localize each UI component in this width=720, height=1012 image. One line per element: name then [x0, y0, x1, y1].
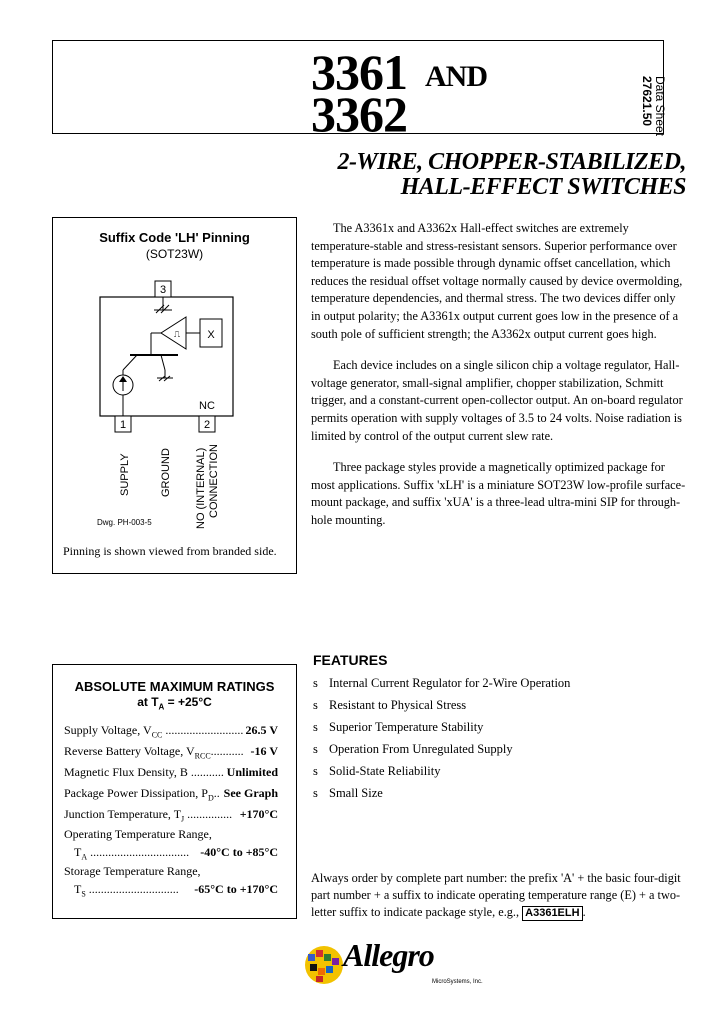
- allegro-subtitle: MicroSystems, Inc.: [432, 979, 483, 985]
- feature-item: s Internal Current Regulator for 2-Wire Operation: [313, 676, 571, 690]
- rating-row: Junction Temperature, $T_J$ ............... +170°C: [64, 807, 278, 824]
- pin-1-number: 1: [119, 419, 127, 431]
- allegro-logo-icon: [304, 944, 344, 986]
- pin-2-number: 2: [203, 419, 211, 431]
- allegro-wordmark: Allegro: [343, 937, 434, 973]
- pinning-subtitle: (SOT23W): [145, 247, 204, 261]
- example-part-number: A3361ELH: [522, 906, 582, 921]
- paragraph-3: Three package styles provide a magnetically optimized package for most applications. Suffix 'xLH' is a miniature SOT23W low-profile surface-mount package, and suffix 'xUA' is a three-lead ultra-mini SIP for through-hole mounting.: [311, 460, 686, 527]
- rating-row: Supply Voltage, $V_{CC}$ .......................... 26.5 V: [64, 723, 278, 740]
- pinning-box: [52, 217, 297, 574]
- and-word: AND: [425, 60, 487, 93]
- pinning-title: Suffix Code 'LH' Pinning: [99, 230, 250, 245]
- rating-row: $T_S$ .............................. -65°C to +170°C: [74, 882, 278, 899]
- nc-label: NC: [199, 400, 215, 412]
- nc-label-line2: CONNECTION: [208, 444, 220, 518]
- features-title: FEATURES: [313, 652, 388, 668]
- operating-temp-label: Operating Temperature Range,: [64, 827, 212, 841]
- rating-value: -40°C to +85°C: [200, 845, 278, 859]
- storage-temp-label: Storage Temperature Range,: [64, 864, 201, 878]
- package-outline: [100, 297, 233, 416]
- rating-row: $T_A$ ................................. -40°C to +85°C: [74, 845, 278, 862]
- ratings-title: ABSOLUTE MAXIMUM RATINGS: [74, 679, 275, 694]
- data-sheet-label: Data Sheet: [653, 76, 667, 137]
- rating-value: 26.5 V: [245, 723, 278, 737]
- ratings-subtitle: at $T_A = +25^\circ C$: [137, 695, 212, 712]
- paragraph-2: Each device includes on a single silicon chip a voltage regulator, Hall-voltage generator, small-signal amplifier, chopper stabilization, Schmitt trigger, and a constant-current open-collector output. An on-board regulator permits operation with supply voltages of 3.5 to 24 volts. Noise radiation is limited by control of the output current slew rate.: [311, 358, 683, 443]
- part-number-3362: 3362: [311, 86, 407, 142]
- rating-row: Magnetic Flux Density, B ........... Unlimited: [64, 765, 278, 779]
- pin-3-number: 3: [159, 284, 167, 296]
- subtitle-line-2: HALL-EFFECT SWITCHES: [400, 174, 686, 200]
- pinning-note: Pinning is shown viewed from branded side.: [63, 544, 277, 558]
- pinning-diagram: [53, 218, 296, 573]
- data-sheet-side-label: [622, 76, 666, 156]
- rating-value: -16 V: [250, 744, 278, 758]
- rating-value: See Graph: [223, 786, 278, 800]
- subtitle-line-1: 2-WIRE, CHOPPER-STABILIZED,: [337, 149, 686, 175]
- description-text: [311, 220, 686, 544]
- rating-row: Package Power Dissipation, $P_D$.. See Graph: [64, 786, 278, 803]
- rating-row: Reverse Battery Voltage, $V_{RCC}$........... -16 V: [64, 744, 278, 761]
- feature-item: s Operation From Unregulated Supply: [313, 742, 513, 756]
- x-box-label: X: [207, 329, 215, 341]
- feature-item: s Resistant to Physical Stress: [313, 698, 467, 712]
- drawing-reference: Dwg. PH-003-5: [97, 518, 152, 527]
- supply-label: SUPPLY: [119, 453, 131, 496]
- rating-value: +170°C: [239, 807, 278, 821]
- absolute-maximum-ratings-box: [52, 664, 297, 919]
- rating-value: Unlimited: [226, 765, 278, 779]
- svg-text:⎍: ⎍: [173, 329, 181, 339]
- title-box: [52, 40, 664, 142]
- rating-value: -65°C to +170°C: [194, 882, 278, 896]
- feature-item: s Superior Temperature Stability: [313, 720, 484, 734]
- data-sheet-number: 27621.50: [640, 76, 654, 127]
- paragraph-1: The A3361x and A3362x Hall-effect switches are extremely temperature-stable and stress-resistant sensors. Superior performance over temperature is made possible through dynamic offset cancellation, which reduces the residual offset voltage normally caused by device overmolding, temperature dependencies, and thermal stress. The two devices differ only in output polarity; the A3361x output current goes low in the presence of a south pole of sufficient strength; the A3362x output current goes high.: [311, 221, 683, 341]
- part-number-3361: 3361: [311, 44, 407, 100]
- nc-label-line1: NO (INTERNAL): [195, 447, 207, 529]
- ground-label: GROUND: [160, 448, 172, 497]
- ordering-note: Always order by complete part number: the prefix 'A' + the basic four-digit part number + a suffix to indicate operating temperature range (E) + a two-letter suffix to indicate package style, e.g., A3361ELH .: [311, 871, 681, 919]
- feature-item: s Solid-State Reliability: [313, 764, 441, 778]
- feature-item: s Small Size: [313, 786, 383, 800]
- document-subtitle: [337, 150, 686, 200]
